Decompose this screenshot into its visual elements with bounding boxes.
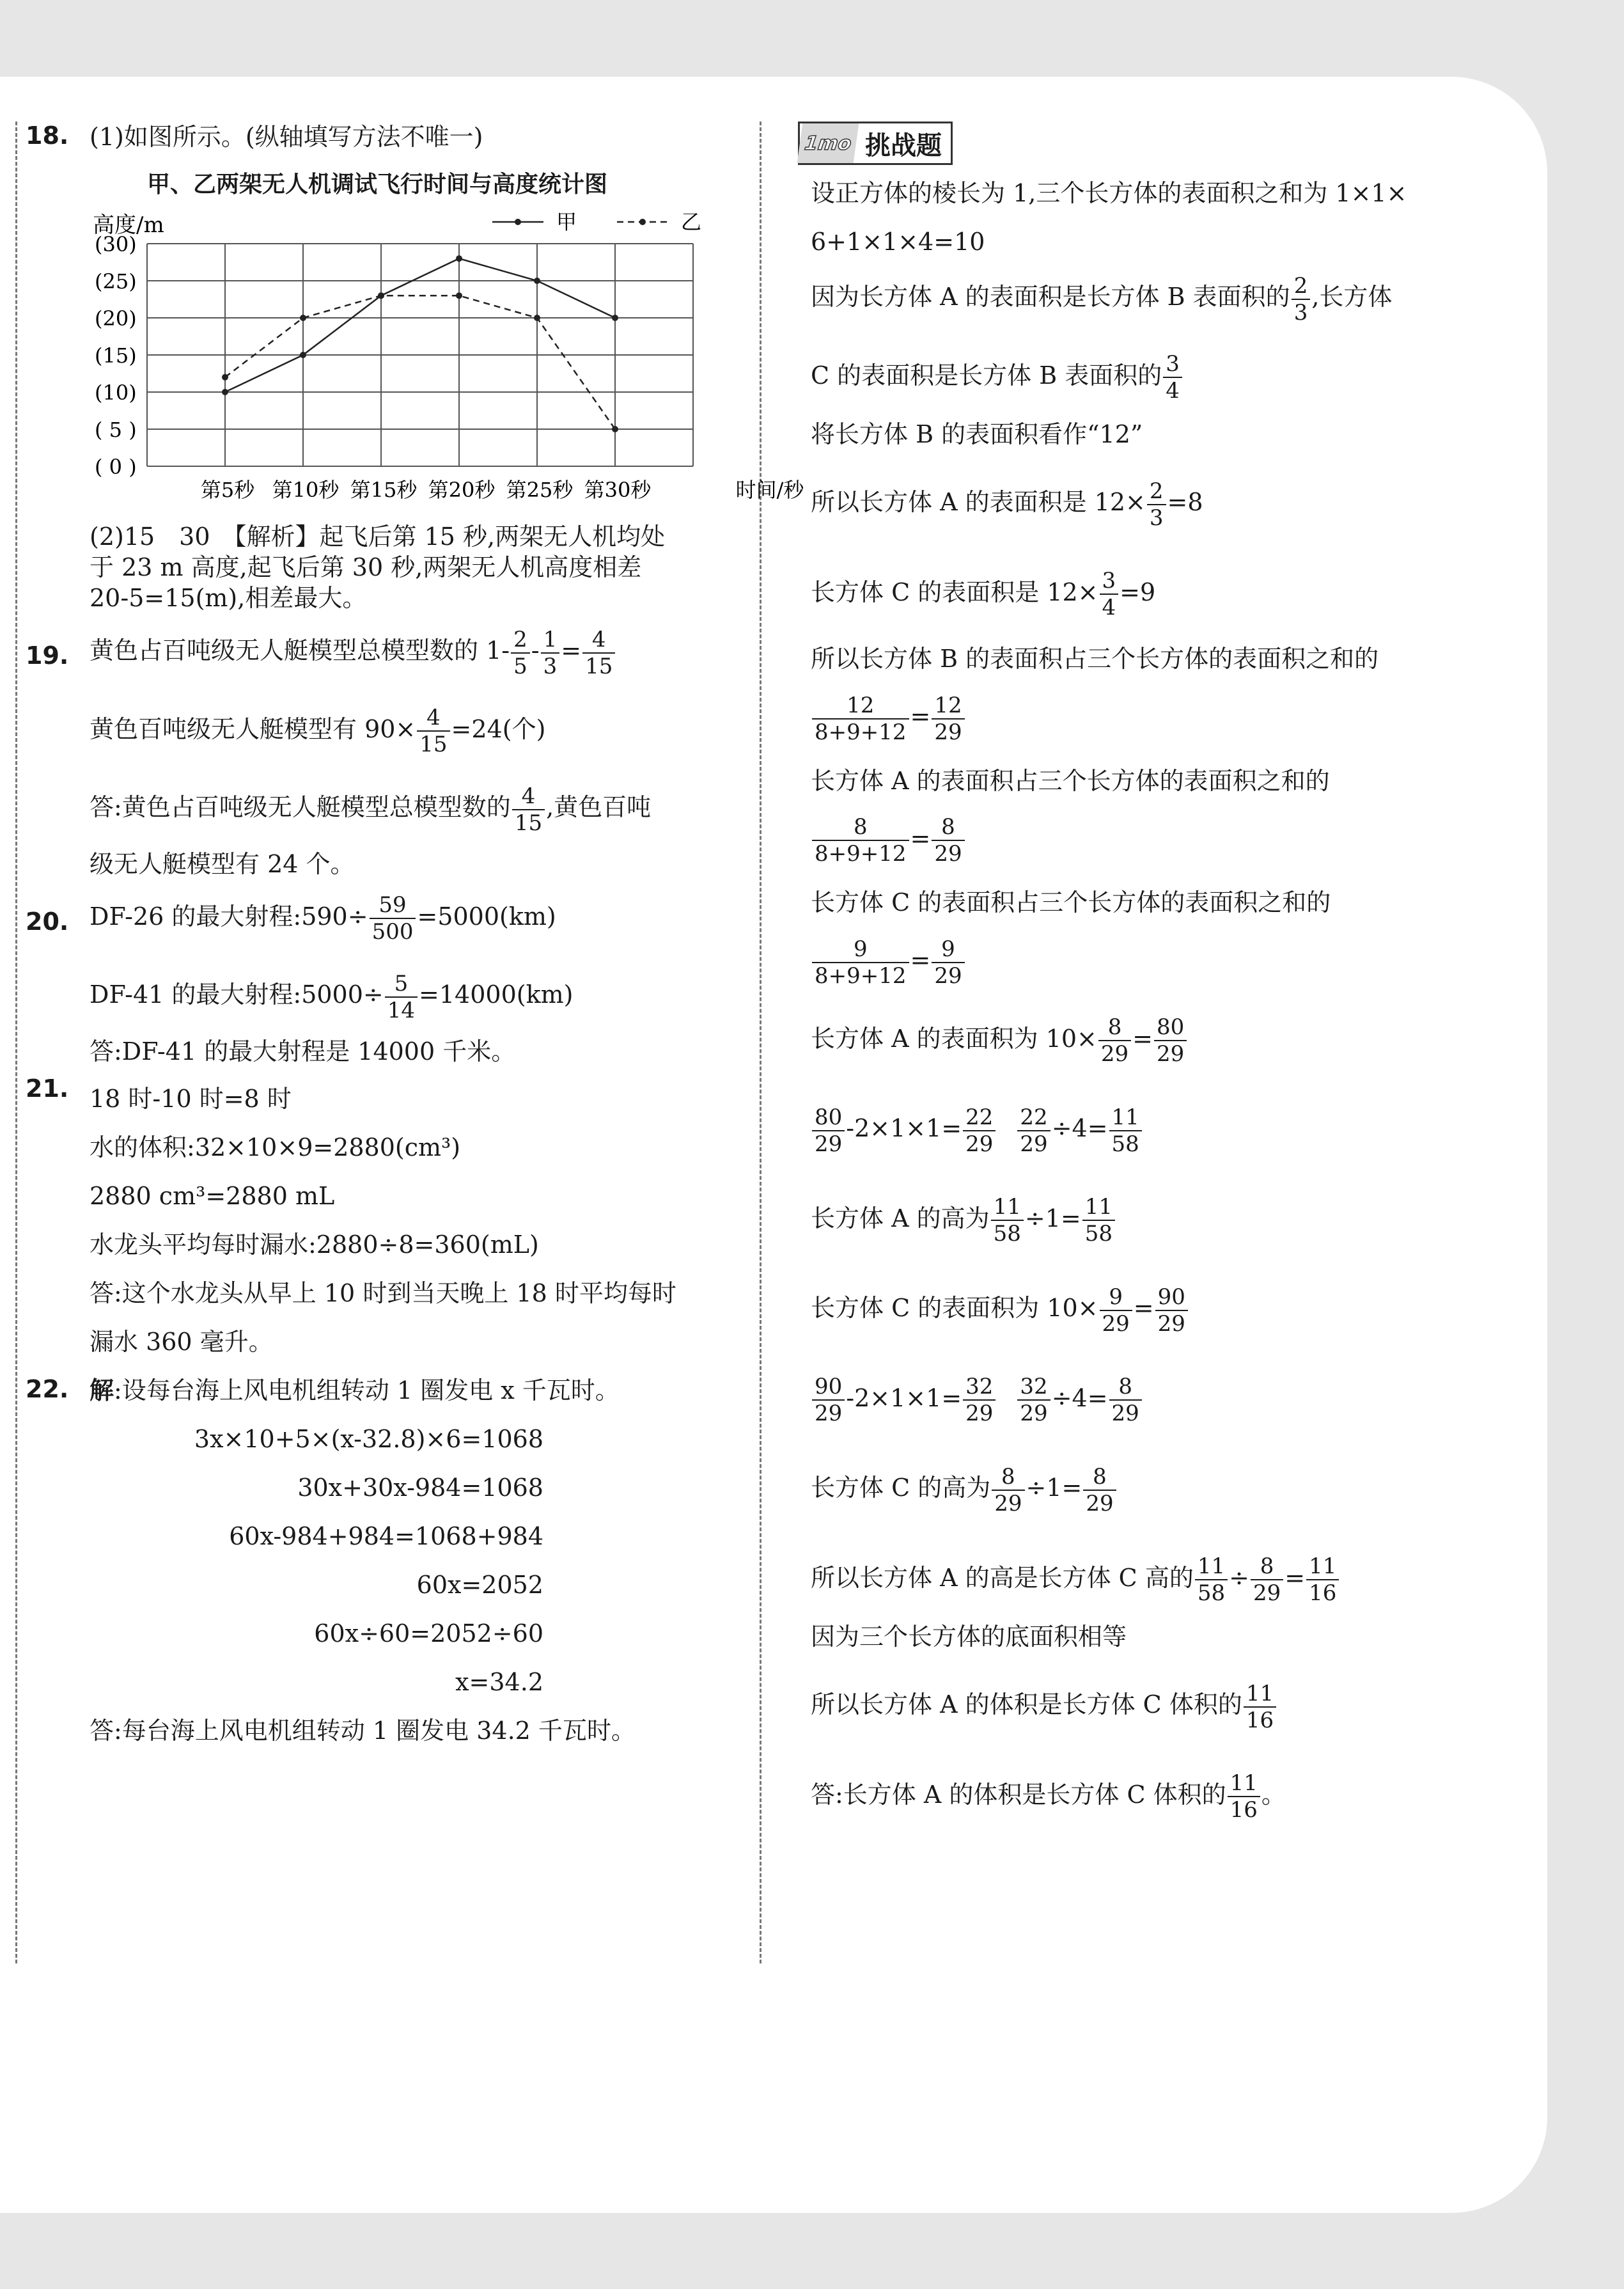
fraction: $\frac{8}{29}$	[1098, 1014, 1131, 1067]
fraction: $\frac{32}{29}$	[1017, 1374, 1050, 1426]
fraction: $\frac{80}{29}$	[1154, 1014, 1187, 1067]
series-line-甲	[225, 258, 615, 392]
q19-line1: 黄色占百吨级无人艇模型总模型数的 1- $\frac{2}{5}$ - $\frac{1}{3}$ = $\frac{4}{15}$	[26, 626, 742, 679]
equation-line: x=34.2	[455, 1667, 543, 1696]
equation-line: 60x-984+984=1068+984	[229, 1522, 543, 1550]
challenge-line: 长方体 A 的表面积占三个长方体的表面积之和的	[811, 766, 1330, 795]
fraction: $\frac{11}{16}$	[1244, 1681, 1276, 1733]
challenge-line: 所以长方体 A 的体积是长方体 C 体积的 $\frac{11}{16}$	[811, 1680, 1508, 1733]
y-tick-label: (20)	[95, 306, 137, 331]
challenge-line: 因为长方体 A 的表面积是长方体 B 表面积的 $\frac{2}{3}$ ,长方体	[811, 272, 1393, 326]
x-tick-label: 第15秒	[350, 478, 418, 502]
q21-line: 水的体积:32×10×9=2880(cm³)	[90, 1133, 461, 1161]
challenge-line: $\frac{9}{8+9+12}$ = $\frac{9}{29}$	[811, 936, 1508, 989]
equation-line: 60x÷60=2052÷60	[314, 1619, 543, 1648]
q20-line1: DF-26 的最大射程:590÷ $\frac{59}{500}$ =5000(km)	[90, 892, 556, 945]
q22-equations	[26, 1415, 601, 1706]
y-axis-label: 高度/m	[93, 212, 164, 238]
fraction: $\frac{8}{29}$	[1109, 1374, 1142, 1426]
data-point-乙	[300, 315, 306, 321]
fraction: $\frac{4}{15}$	[582, 627, 615, 679]
challenge-line: 长方体 A 的表面积为 10× $\frac{8}{29}$ = $\frac{80}{29}$	[811, 1014, 1508, 1067]
line-chart	[26, 199, 804, 519]
y-tick-label: (30)	[95, 232, 137, 256]
equation-line: 3x×10+5×(x-32.8)×6=1068	[194, 1424, 543, 1453]
fraction: $\frac{90}{29}$	[1155, 1284, 1188, 1337]
imo-logo: 1mo	[797, 123, 859, 163]
fraction: $\frac{11}{58}$	[1195, 1554, 1228, 1606]
challenge-line: 答:长方体 A 的体积是长方体 C 体积的 $\frac{11}{16}$ 。	[811, 1770, 1286, 1823]
fraction: $\frac{90}{29}$	[812, 1374, 845, 1426]
question-number: 18.	[26, 122, 69, 150]
data-point-乙	[612, 426, 618, 432]
q19-line4: 级无人艇模型有 24 个。	[90, 849, 355, 878]
data-point-甲	[300, 352, 306, 358]
q19-line3: 答:黄色占百吨级无人艇模型总模型数的 $\frac{4}{15}$ ,黄色百吨	[90, 783, 652, 836]
question-number: 19.	[26, 641, 69, 670]
question-number: 20.	[26, 907, 69, 936]
q18-part2	[26, 521, 742, 613]
question-number: 21.	[26, 1074, 69, 1103]
data-point-甲	[456, 255, 462, 262]
right-column	[803, 122, 1508, 1823]
challenge-line: 长方体 C 的表面积为 10× $\frac{9}{29}$ = $\frac{90}{29}$	[811, 1284, 1508, 1337]
data-point-甲	[222, 389, 228, 395]
q22-answer: 答:每台海上风电机组转动 1 圈发电 34.2 千瓦时。	[90, 1716, 636, 1745]
fraction: $\frac{11}{58}$	[1109, 1105, 1142, 1157]
fraction: $\frac{11}{16}$	[1228, 1770, 1260, 1823]
data-point-甲	[534, 278, 540, 284]
x-tick-label: 第30秒	[584, 478, 652, 502]
fraction: $\frac{2}{3}$	[1292, 273, 1311, 326]
q21-line: 2880 cm³=2880 mL	[90, 1181, 335, 1210]
challenge-badge	[798, 122, 953, 165]
challenge-line: 长方体 C 的表面积占三个长方体的表面积之和的	[811, 888, 1331, 916]
fraction: $\frac{3}{4}$	[1100, 568, 1119, 620]
question-number: 22.	[26, 1374, 69, 1403]
fraction: $\frac{80}{29}$	[812, 1105, 845, 1157]
q18-line: 于 23 m 高度,起飞后第 30 秒,两架无人机高度相差	[90, 553, 642, 581]
fraction: $\frac{11}{58}$	[991, 1194, 1024, 1247]
y-tick-label: (25)	[95, 269, 137, 294]
fraction: $\frac{8}{29}$	[1251, 1554, 1283, 1606]
challenge-line: $\frac{90}{29}$ -2×1×1= $\frac{32}{29}$ $\frac{32}{29}$ ÷4= $\frac{8}{29}$	[811, 1374, 1508, 1427]
fraction: $\frac{22}{29}$	[1017, 1105, 1050, 1157]
question-20	[26, 892, 742, 1067]
question-19	[26, 626, 742, 879]
fraction: $\frac{22}{29}$	[963, 1105, 995, 1157]
challenge-line: $\frac{8}{8+9+12}$ = $\frac{8}{29}$	[811, 814, 1508, 867]
q21-line: 漏水 360 毫升。	[90, 1327, 273, 1356]
question-18	[26, 122, 804, 613]
fraction: $\frac{59}{500}$	[370, 892, 416, 945]
challenge-line: 所以长方体 A 的表面积是 12× $\frac{2}{3}$ =8	[811, 478, 1203, 531]
fraction: $\frac{9}{8+9+12}$	[812, 936, 909, 989]
fraction: $\frac{12}{29}$	[932, 693, 964, 745]
equation-line: 60x=2052	[416, 1570, 543, 1599]
fraction: $\frac{11}{58}$	[1082, 1194, 1115, 1247]
fraction: $\frac{9}{29}$	[932, 936, 964, 989]
challenge-line: 将长方体 B 的表面积看作“12”	[811, 420, 1143, 448]
x-tick-label: 第20秒	[428, 478, 496, 502]
challenge-line: 所以长方体 B 的表面积占三个长方体的表面积之和的	[811, 645, 1379, 673]
challenge-line: 所以长方体 A 的高是长方体 C 高的 $\frac{11}{58}$ ÷ $\frac{8}{29}$ = $\frac{11}{16}$	[811, 1554, 1508, 1607]
q21-line: 18 时-10 时=8 时	[90, 1084, 292, 1113]
fraction: $\frac{2}{5}$	[511, 627, 530, 679]
fraction: $\frac{2}{3}$	[1147, 478, 1166, 531]
fraction: $\frac{4}{15}$	[512, 783, 545, 836]
legend-label-乙: 乙	[681, 210, 702, 234]
y-tick-label: (10)	[95, 381, 137, 405]
x-tick-label: 第25秒	[506, 478, 574, 502]
challenge-line: $\frac{80}{29}$ -2×1×1= $\frac{22}{29}$ $\frac{22}{29}$ ÷4= $\frac{11}{58}$	[811, 1104, 1508, 1157]
chart-title: 甲、乙两架无人机调试飞行时间与高度统计图	[146, 171, 607, 198]
x-tick-label: 第10秒	[272, 478, 340, 502]
q20-line3: 答:DF-41 的最大射程是 14000 千米。	[90, 1037, 516, 1066]
challenge-line: 长方体 A 的高为 $\frac{11}{58}$ ÷1= $\frac{11}{58}$	[811, 1194, 1508, 1247]
q20-line2: DF-41 的最大射程:5000÷ $\frac{5}{14}$ =14000(km)	[90, 970, 574, 1023]
data-point-乙	[222, 374, 228, 381]
challenge-title: 挑战题	[865, 130, 942, 161]
data-point-乙	[456, 292, 462, 299]
fraction: $\frac{4}{15}$	[417, 705, 449, 757]
challenge-line: 长方体 C 的表面积是 12× $\frac{3}{4}$ =9	[811, 568, 1156, 620]
left-margin-divider	[15, 122, 17, 1963]
left-column	[26, 122, 804, 1755]
q21-line: 答:这个水龙头从早上 10 时到当天晚上 18 时平均每时	[90, 1278, 676, 1307]
challenge-line: 6+1×1×4=10	[811, 228, 985, 256]
question-21	[26, 1074, 742, 1366]
challenge-line: 因为三个长方体的底面积相等	[811, 1623, 1127, 1651]
text: 黄色占百吨级无人艇模型总模型数的 1-	[90, 636, 510, 665]
fraction: $\frac{8}{29}$	[1083, 1464, 1116, 1516]
q18-line: 20-5=15(m),相差最大。	[90, 584, 367, 612]
fraction: $\frac{8}{8+9+12}$	[812, 814, 909, 867]
fraction: $\frac{5}{14}$	[385, 971, 418, 1023]
fraction: $\frac{11}{16}$	[1306, 1554, 1339, 1606]
x-axis-label: 时间/秒	[735, 478, 804, 502]
fraction: $\frac{12}{8+9+12}$	[812, 693, 909, 745]
data-point-乙	[378, 292, 384, 299]
challenge-line: 设正方体的棱长为 1,三个长方体的表面积之和为 1×1×	[811, 179, 1407, 207]
equation-line: 30x+30x-984=1068	[297, 1473, 543, 1502]
legend-label-甲: 甲	[556, 210, 577, 234]
q21-line: 水龙头平均每时漏水:2880÷8=360(mL)	[90, 1230, 539, 1259]
challenge-line: C 的表面积是长方体 B 表面积的 $\frac{3}{4}$	[811, 351, 1508, 404]
q22-intro: 解:设每台海上风电机组转动 1 圈发电 x 千瓦时。	[90, 1376, 620, 1404]
data-point-乙	[534, 315, 540, 321]
question-22	[26, 1366, 742, 1755]
series-line-乙	[225, 295, 615, 429]
challenge-line: $\frac{12}{8+9+12}$ = $\frac{12}{29}$	[811, 692, 1508, 745]
x-tick-label: 第5秒	[200, 478, 255, 502]
fraction: $\frac{8}{29}$	[932, 814, 964, 867]
column-divider	[760, 122, 761, 1963]
y-tick-label: ( 5 )	[95, 418, 137, 442]
fraction: $\frac{8}{29}$	[992, 1464, 1024, 1516]
fraction: $\frac{3}{4}$	[1163, 351, 1182, 404]
fraction: $\frac{32}{29}$	[963, 1374, 995, 1426]
fraction: $\frac{9}{29}$	[1100, 1284, 1132, 1337]
legend-marker-甲	[515, 219, 521, 225]
q18-line: (2)15 30 【解析】起飞后第 15 秒,两架无人机均处	[90, 523, 666, 551]
data-point-甲	[612, 315, 618, 321]
q18-part1: (1)如图所示。(纵轴填写方法不唯一)	[90, 123, 483, 151]
fraction: $\frac{1}{3}$	[541, 627, 560, 679]
legend-marker-乙	[639, 219, 646, 225]
q19-line2: 黄色百吨级无人艇模型有 90× $\frac{4}{15}$ =24(个)	[90, 705, 546, 757]
challenge-line: 长方体 C 的高为 $\frac{8}{29}$ ÷1= $\frac{8}{29}$	[811, 1463, 1508, 1516]
q21-lines	[26, 1074, 742, 1366]
y-tick-label: ( 0 )	[95, 455, 137, 479]
y-tick-label: (15)	[95, 343, 137, 368]
